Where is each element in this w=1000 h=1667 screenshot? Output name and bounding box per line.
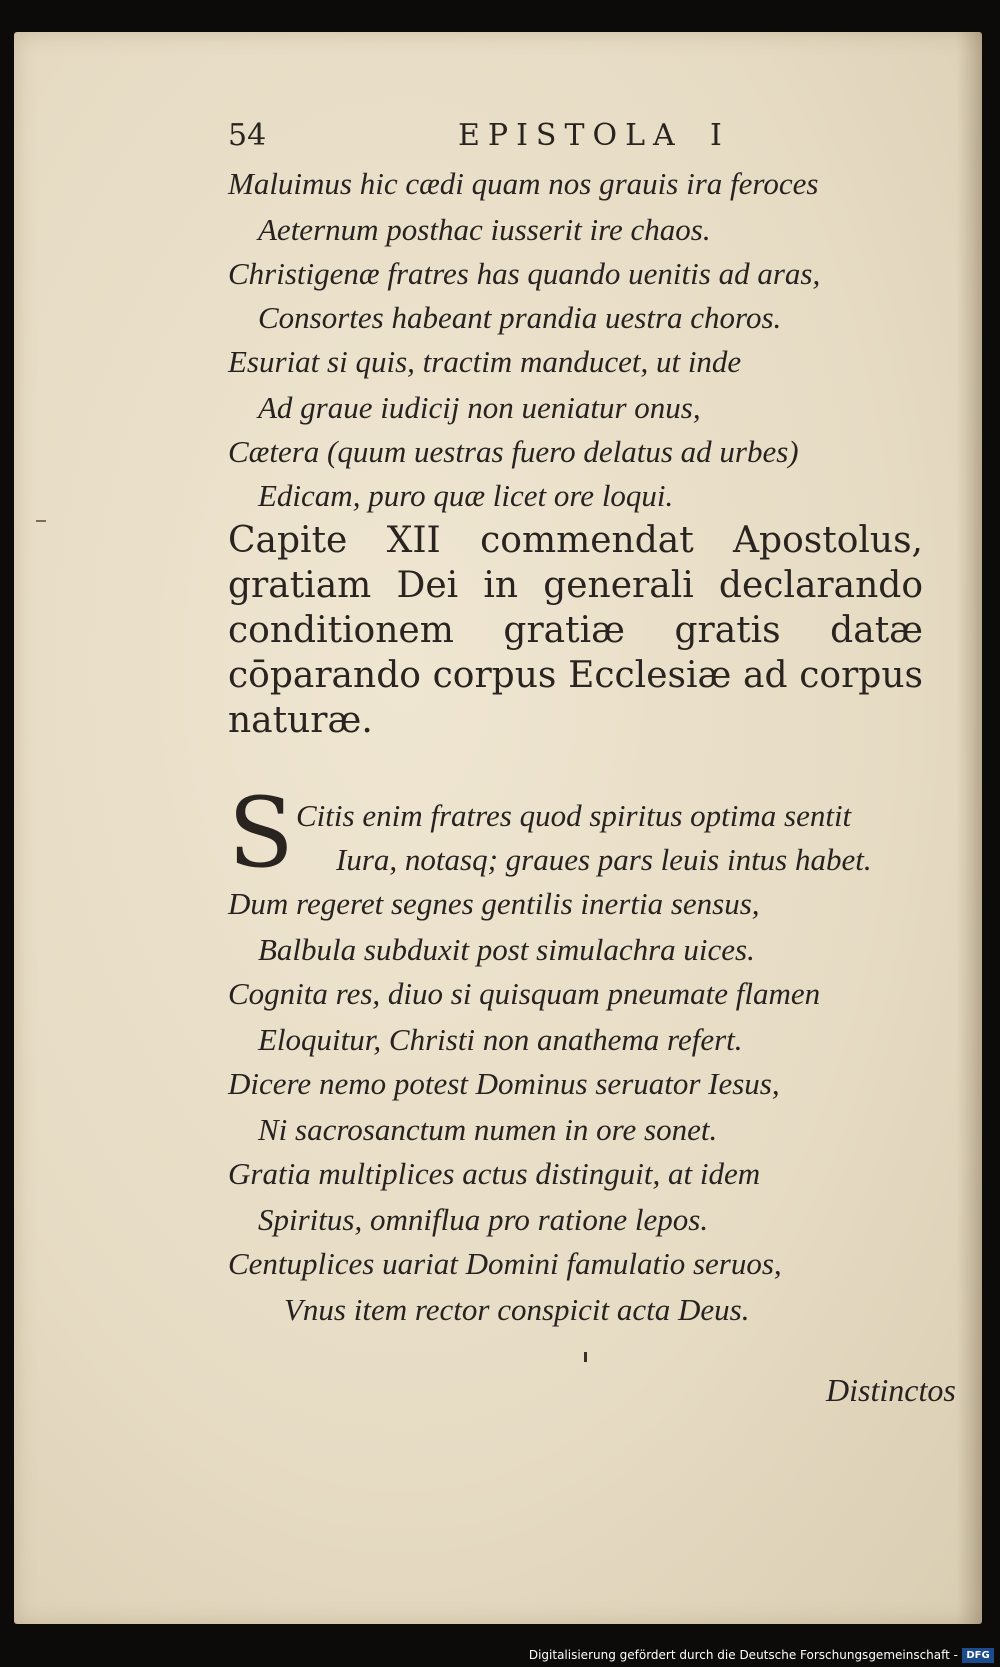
drop-cap: S xyxy=(228,777,294,889)
funding-credit: Digitalisierung gefördert durch die Deutsche Forschungsgemeinschaft - xyxy=(528,1648,958,1662)
verse-line: Balbula subduxit post simulachra uices. xyxy=(258,932,755,967)
footer-bar xyxy=(0,1645,1000,1667)
epistle-number: I xyxy=(710,118,722,153)
verse-line: Centuplices uariat Domini famulatio seruos, xyxy=(228,1246,782,1281)
page-number: 54 xyxy=(228,118,267,153)
verse-line: Dicere nemo potest Dominus seruator Iesus, xyxy=(228,1066,780,1101)
verse-line: Christigenæ fratres has quando uenitis ad aras, xyxy=(228,256,821,291)
verse-line: Dum regeret segnes gentilis inertia sensus, xyxy=(228,886,760,921)
margin-mark xyxy=(36,520,46,522)
verse-line: Cognita res, diuo si quisquam pneumate flamen xyxy=(228,976,821,1011)
chapter-argument: Capite XII commendat Apostolus, gratiam Dei in generali declarando conditionem gratiæ gratis datæ cōparando corpus Ecclesiæ ad corpus naturæ. xyxy=(228,520,923,741)
dfg-logo: DFG xyxy=(962,1648,994,1663)
running-head-title: EPISTOLA xyxy=(458,118,683,153)
verse-line: Aeternum posthac iusserit ire chaos. xyxy=(258,212,711,247)
verse-line: Eloquitur, Christi non anathema refert. xyxy=(258,1022,743,1057)
verse-line: Iura, notasq; graues pars leuis intus habet. xyxy=(336,842,872,877)
verse-line: Edicam, puro quæ licet ore loqui. xyxy=(258,478,674,513)
running-head xyxy=(228,118,918,158)
signature-mark xyxy=(584,1352,587,1362)
verse-line: Spiritus, omniflua pro ratione lepos. xyxy=(258,1202,709,1237)
verse-line: Ad graue iudicij non ueniatur onus, xyxy=(258,390,701,425)
verse-line: Esuriat si quis, tractim manducet, ut inde xyxy=(228,344,742,379)
verse-line: Cætera (quum uestras fuero delatus ad urbes) xyxy=(228,434,799,469)
verse-line: Gratia multiplices actus distinguit, at idem xyxy=(228,1156,761,1191)
verse-line: Vnus item rector conspicit acta Deus. xyxy=(284,1292,750,1327)
verse-line: Maluimus hic cædi quam nos grauis ira feroces xyxy=(228,166,819,201)
verse-line: Consortes habeant prandia uestra choros. xyxy=(258,300,782,335)
verse-line: Ni sacrosanctum numen in ore sonet. xyxy=(258,1112,718,1147)
verse-line: Citis enim fratres quod spiritus optima sentit xyxy=(296,798,852,833)
catchword: Distinctos xyxy=(826,1372,956,1408)
